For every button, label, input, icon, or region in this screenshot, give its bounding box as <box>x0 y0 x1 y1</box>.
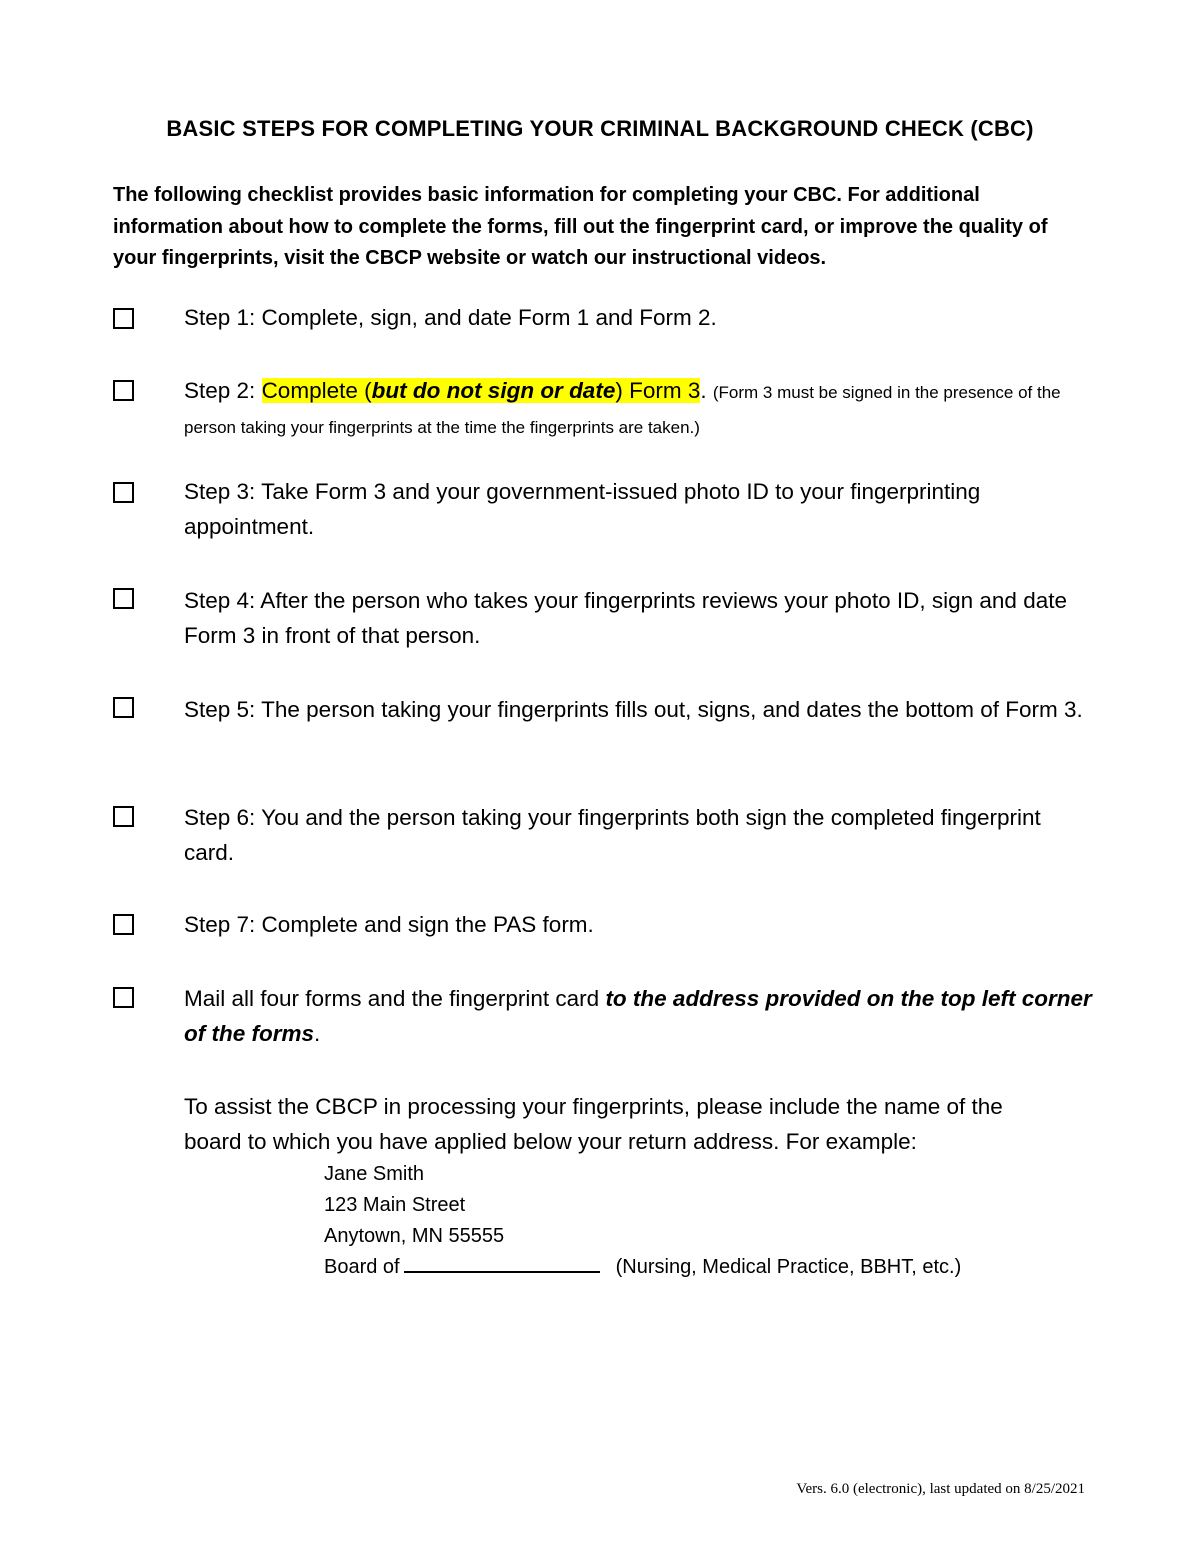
step-2-text <box>184 373 1094 443</box>
mail-address-emphasis: to the address provided on the top left corner of the forms <box>184 986 1092 1046</box>
board-label: Board of <box>324 1256 400 1278</box>
step-5-text: Step 5: The person taking your fingerprints fills out, signs, and dates the bottom of Form 3. <box>184 697 1083 722</box>
step-2-highlight-c: ) Form 3 <box>615 378 701 403</box>
step-2-period: . <box>700 378 713 403</box>
step-3-text: Step 3: Take Form 3 and your government-issued photo ID to your fingerprinting appointment. <box>184 479 981 539</box>
step-2-note: (Form 3 must be signed in the presence of the person taking your fingerprints at the time the fingerprints are taken.) <box>184 383 1061 437</box>
checkbox-step-7[interactable] <box>113 914 134 935</box>
address-city: Anytown, MN 55555 <box>324 1225 505 1247</box>
address-board-line <box>324 1252 1084 1283</box>
address-street: 123 Main Street <box>324 1194 466 1216</box>
address-name: Jane Smith <box>324 1163 425 1185</box>
step-2-prefix: Step 2: <box>184 378 262 403</box>
mail-text-a: Mail all four forms and the fingerprint card <box>184 986 606 1011</box>
version-footer: Vers. 6.0 (electronic), last updated on 8/25/2021 <box>796 1481 1085 1497</box>
checkbox-step-5[interactable] <box>113 697 134 718</box>
board-blank-line <box>404 1253 600 1273</box>
step-2-highlight <box>262 378 701 403</box>
checkbox-step-3[interactable] <box>113 482 134 503</box>
mail-text-c: . <box>314 1021 321 1046</box>
step-4-text: Step 4: After the person who takes your fingerprints reviews your photo ID, sign and date Form 3 in front of that person. <box>184 588 1067 648</box>
checkbox-step-1[interactable] <box>113 308 134 329</box>
step-1-text: Step 1: Complete, sign, and date Form 1 and Form 2. <box>184 305 717 330</box>
checkbox-step-2[interactable] <box>113 380 134 401</box>
step-2-highlight-a: Complete ( <box>261 378 372 403</box>
document-title: BASIC STEPS FOR COMPLETING YOUR CRIMINAL BACKGROUND CHECK (CBC) <box>166 116 1034 141</box>
step-6-text: Step 6: You and the person taking your fingerprints both sign the completed fingerprint card. <box>184 805 1041 865</box>
assist-paragraph: To assist the CBCP in processing your fingerprints, please include the name of the board to which you have applied below your return address. For example: <box>184 1094 1003 1154</box>
checkbox-mail[interactable] <box>113 987 134 1008</box>
intro-paragraph: The following checklist provides basic information for completing your CBC. For additional information about how to complete the forms, fill out the fingerprint card, or improve the quality of your fingerprints, visit the CBCP website or watch our instructional videos. <box>113 184 1048 269</box>
mail-text <box>184 981 1094 1051</box>
board-examples: (Nursing, Medical Practice, BBHT, etc.) <box>615 1256 962 1278</box>
checkbox-step-6[interactable] <box>113 806 134 827</box>
step-2-emphasis: but do not sign or date <box>371 378 616 403</box>
step-7-text: Step 7: Complete and sign the PAS form. <box>184 912 594 937</box>
checkbox-step-4[interactable] <box>113 588 134 609</box>
